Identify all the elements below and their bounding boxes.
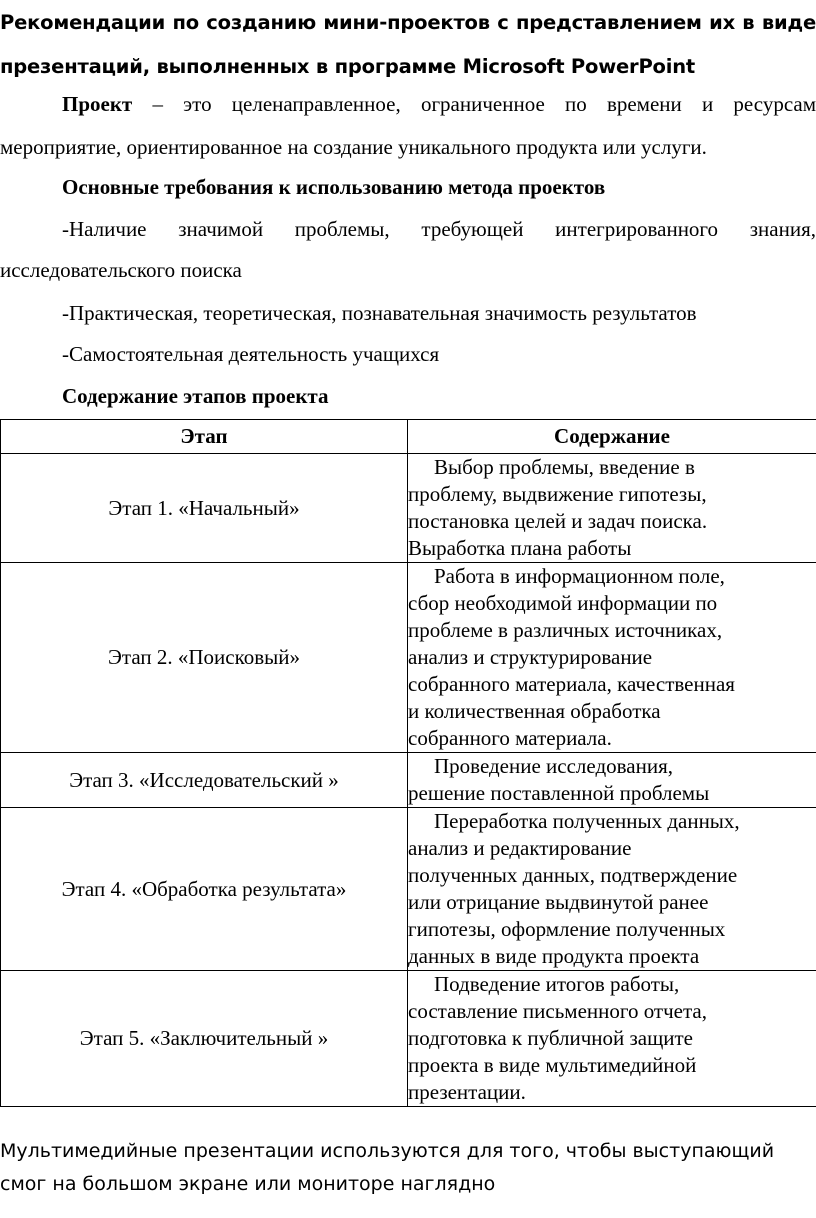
table-row: [1, 808, 816, 971]
stage-cell: Этап 4. «Обработка результата»: [1, 808, 408, 971]
column-header-content: Содержание: [408, 420, 816, 454]
stages-heading: Содержание этапов проекта: [62, 384, 329, 408]
stage-cell: Этап 3. «Исследовательский »: [1, 753, 408, 808]
definition-text: – это целенаправленное, ограниченное по времени и ресурсам: [132, 92, 816, 116]
table-row: [1, 454, 816, 563]
content-cell: Выбор проблемы, введение в проблему, выдвижение гипотезы, постановка целей и задач поиска. Выработка плана работы: [408, 454, 816, 563]
stages-table: [0, 419, 816, 1107]
requirements-heading: Основные требования к использованию метода проектов: [62, 175, 606, 199]
column-header-stage: Этап: [1, 420, 408, 454]
requirement-3: -Самостоятельная деятельность учащихся: [62, 342, 440, 366]
definition-line-1: [62, 84, 816, 124]
requirement-1-line-1: -Наличие значимой проблемы, требующей интегрированного знания,: [62, 217, 816, 241]
table-row: [1, 753, 816, 808]
definition-line-2: мероприятие, ориентированное на создание уникального продукта или услуги.: [0, 135, 707, 159]
requirement-2: -Практическая, теоретическая, познавательная значимость результатов: [62, 301, 697, 325]
footer-line-2: смог на большом экране или мониторе наглядно: [0, 1173, 496, 1195]
title-line-1: Рекомендации по созданию мини-проектов с представлением их в виде: [0, 11, 816, 34]
stage-cell: Этап 2. «Поисковый»: [1, 563, 408, 753]
table-row: [1, 971, 816, 1107]
title-line-2: презентаций, выполненных в программе Microsoft PowerPoint: [0, 55, 696, 78]
definition-term: Проект: [62, 92, 133, 116]
content-cell: Подведение итогов работы, составление письменного отчета, подготовка к публичной защите проекта в виде мультимедийной презентации.: [408, 971, 816, 1107]
footer-line-1: Мультимедийные презентации используются для того, чтобы выступающий: [0, 1140, 775, 1162]
stage-cell: Этап 1. «Начальный»: [1, 454, 408, 563]
content-cell: Проведение исследования, решение поставленной проблемы: [408, 753, 816, 808]
table-header-row: [1, 420, 816, 454]
content-cell: Работа в информационном поле, сбор необходимой информации по проблеме в различных источниках, анализ и структурирование собранного материала, качественная и количественная обработка собранного материала.: [408, 563, 816, 753]
footer-paragraph: [0, 1135, 816, 1201]
content-cell: Переработка полученных данных, анализ и редактирование полученных данных, подтверждение или отрицание выдвинутой ранее гипотезы, оформление полученных данных в виде продукта проекта: [408, 808, 816, 971]
table-row: [1, 563, 816, 753]
requirement-1-line-2: исследовательского поиска: [0, 258, 242, 282]
stage-cell: Этап 5. «Заключительный »: [1, 971, 408, 1107]
